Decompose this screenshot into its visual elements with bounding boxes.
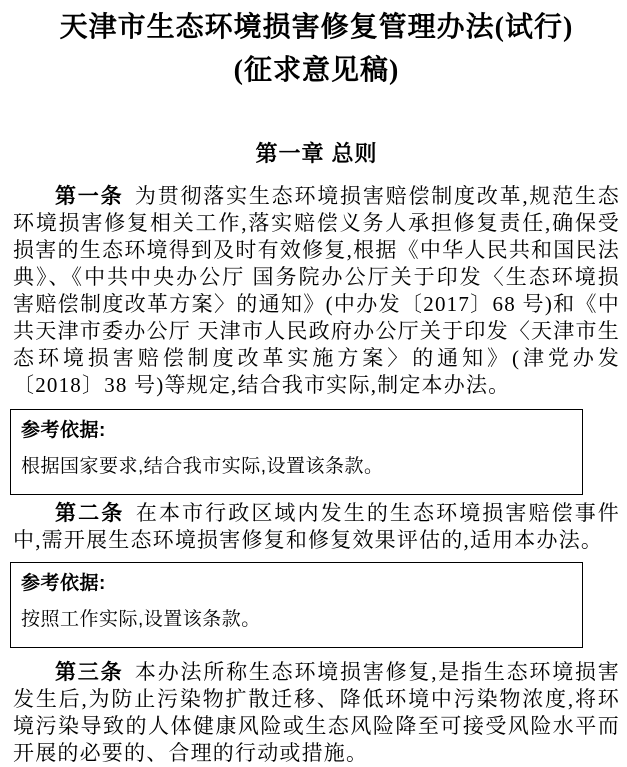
reference-box-1 [10, 409, 583, 495]
reference-box-1-text: 根据国家要求,结合我市实际,设置该条款。 [21, 456, 384, 477]
article-2-paragraph [13, 500, 620, 554]
article-1-label: 第一条 [55, 184, 124, 208]
article-3-text: 本办法所称生态环境损害修复,是指生态环境损害发生后,为防止污染物扩散迁移、降低环境中污染物浓度,将环境污染导致的人体健康风险或生态风险降至可接受风险水平而开展的必要的、合理的行动或措施。 [13, 660, 620, 765]
chapter-heading: 第一章 总则 [255, 141, 378, 166]
article-3-label: 第三条 [55, 660, 124, 684]
article-2-label: 第二条 [55, 501, 125, 525]
reference-box-2-text: 按照工作实际,设置该条款。 [21, 609, 261, 630]
document-title: 天津市生态环境损害修复管理办法(试行) [59, 12, 574, 43]
document-title-block [13, 6, 620, 92]
reference-box-2 [10, 562, 583, 648]
article-1-paragraph [13, 183, 620, 399]
article-2-text: 在本市行政区域内发生的生态环境损害赔偿事件中,需开展生态环境损害修复和修复效果评估的,适用本办法。 [13, 501, 620, 552]
reference-box-2-label: 参考依据: [21, 573, 106, 594]
article-3-paragraph [13, 659, 620, 767]
document-subtitle: (征求意见稿) [233, 55, 400, 86]
article-1-text: 为贯彻落实生态环境损害赔偿制度改革,规范生态环境损害修复相关工作,落实赔偿义务人承担修复责任,确保受损害的生态环境得到及时有效修复,根据《中华人民共和国民法典》、《中共中央办公厅 国务院办公厅关于印发〈生态环境损害赔偿制度改革方案〉的通知》(中办发〔2017〕68 号)和《中共天津市委办公厅 天津市人民政府办公厅关于印发〈天津市生态环境损害赔偿制度改革实施方案〉的通知》(津党办发〔2018〕38 号)等规定,结合我市实际,制定本办法。 [13, 184, 620, 397]
reference-box-1-label: 参考依据: [21, 420, 106, 441]
